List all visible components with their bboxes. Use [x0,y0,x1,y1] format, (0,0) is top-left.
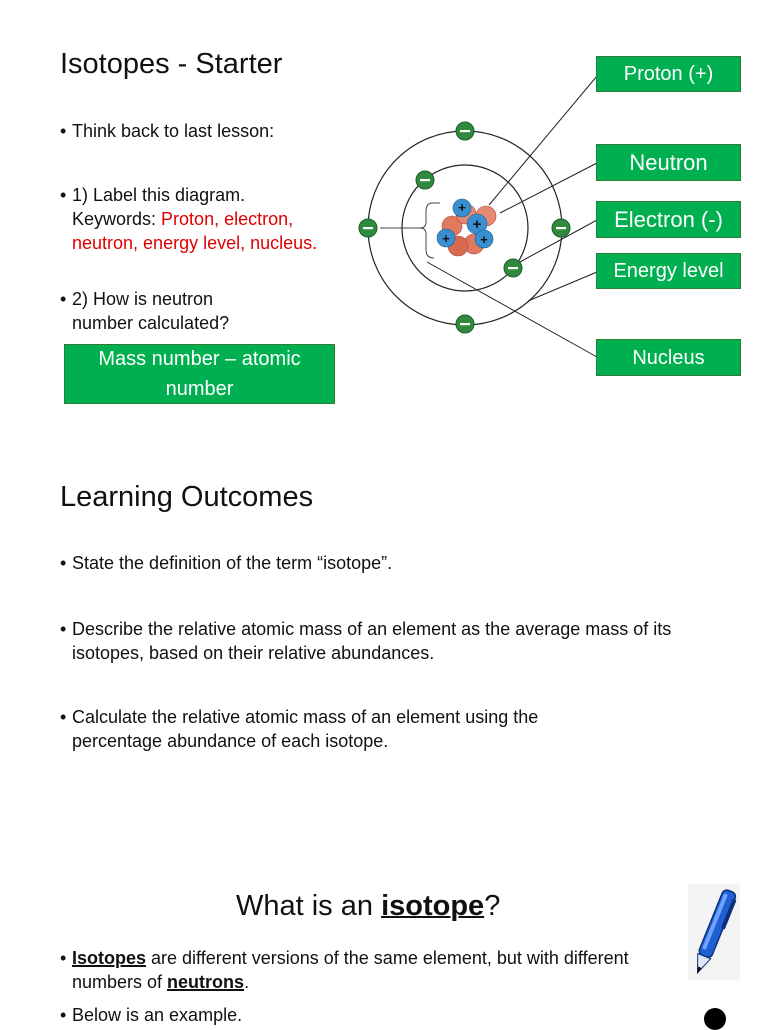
slide-starter [0,0,768,430]
outcome-3: • Calculate the relative atomic mass of an element using the percentage abundance of each isotope. [60,707,539,751]
isotope-bullet-1: • Isotopes are different versions of the same element, but with different numbers of neutrons. [60,948,629,992]
keywords-list: Proton, electron, neutron, energy level, nucleus. [72,209,318,253]
plus-sign: + [472,216,482,233]
leader-energy-level [528,272,597,301]
label-nucleus: Nucleus [596,339,741,376]
label-proton: Proton (+) [596,56,741,92]
dot-icon [704,1008,726,1030]
slide-learning-outcomes [0,430,768,830]
label-neutron: Neutron [596,144,741,181]
label-electron: Electron (-) [596,201,741,238]
outcome-1: • State the definition of the term “isotope”. [60,553,393,573]
starter-title: Isotopes - Starter [60,48,283,80]
plus-sign: + [480,232,488,247]
leader-neutron [500,163,597,213]
electron [456,315,474,333]
nucleus-bracket [420,203,440,258]
electron [359,219,377,237]
electron [456,122,474,140]
starter-bullet-2: • 1) Label this diagram. Keywords: Proton, electron, neutron, energy level, nucleus. [60,185,318,253]
isotope-bullet-2: • Below is an example. [60,1005,243,1025]
isotope-keyword: isotope [381,890,485,922]
starter-bullet-1: • Think back to last lesson: [60,121,275,141]
starter-bullet-3: • 2) How is neutron number calculated? [60,289,230,333]
electron [416,171,434,189]
outcome-2: • Describe the relative atomic mass of an element as the average mass of its isotopes, based on their relative abundances. [60,619,672,663]
pen-icon [686,882,742,982]
outcomes-title: Learning Outcomes [60,481,314,513]
electron [552,219,570,237]
plus-sign: + [458,200,466,215]
plus-sign: + [442,231,450,246]
label-energy-level: Energy level [596,253,741,289]
leader-proton [489,76,597,205]
isotope-title: What is an isotope? [236,890,501,922]
slide-what-is-isotope [0,830,768,1024]
answer-box: Mass number – atomic number [64,344,335,404]
nucleus [437,199,496,256]
electron [504,259,522,277]
